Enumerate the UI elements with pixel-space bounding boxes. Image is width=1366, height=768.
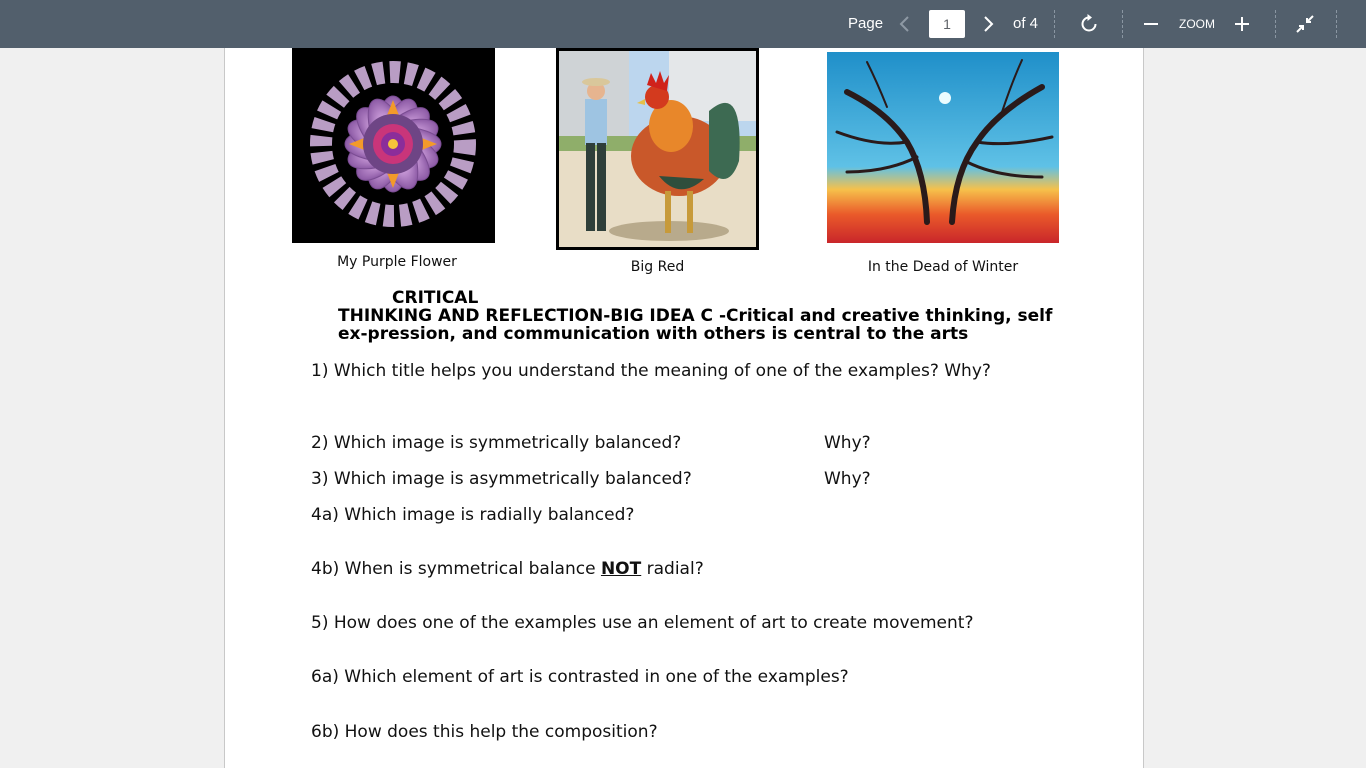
next-page-button[interactable] (973, 9, 1003, 39)
question-6b: 6b) How does this help the composition? (311, 722, 658, 742)
question-4b (311, 559, 704, 579)
question-2: 2) Which image is symmetrically balanced? (311, 433, 682, 453)
toolbar-divider (1336, 10, 1337, 38)
question-6a: 6a) Which element of art is contrasted in one of the examples? (311, 667, 849, 687)
image-caption: In the Dead of Winter (867, 259, 1019, 275)
exit-fullscreen-icon (1295, 14, 1315, 34)
zoom-in-button[interactable] (1227, 9, 1257, 39)
zoom-out-button[interactable] (1136, 9, 1166, 39)
question-1: 1) Which title helps you understand the meaning of one of the examples? Why? (311, 361, 991, 381)
question-4a: 4a) Which image is radially balanced? (311, 505, 635, 525)
page-count: of 4 (1013, 15, 1039, 32)
previous-page-button[interactable] (890, 9, 920, 39)
chevron-right-icon (980, 15, 996, 33)
question-5: 5) How does one of the examples use an element of art to create movement? (311, 613, 974, 633)
question-2-why: Why? (824, 433, 871, 453)
image-caption: My Purple Flower (337, 254, 457, 270)
page-number-input[interactable] (929, 10, 965, 38)
heading-line-2: THINKING AND REFLECTION-BIG IDEA C -Critical and creative thinking, self ex-pression, and communication with others is central to the arts (338, 306, 1053, 344)
question-3-why: Why? (824, 469, 871, 489)
question-3: 3) Which image is asymmetrically balanced? (311, 469, 692, 489)
toolbar-divider (1122, 10, 1123, 38)
zoom-out-icon (1143, 16, 1159, 32)
big-idea-heading (338, 289, 1078, 343)
question-4b-start: 4b) When is symmetrical balance (311, 559, 601, 579)
purple-flower-image (292, 48, 495, 243)
big-red-image (556, 48, 759, 250)
zoom-label: ZOOM (1179, 17, 1215, 31)
image-caption: Big Red (630, 259, 685, 275)
toolbar-divider (1275, 10, 1276, 38)
heading-line-1: CRITICAL (392, 288, 479, 308)
exit-fullscreen-button[interactable] (1290, 9, 1320, 39)
question-4b-end: radial? (641, 559, 704, 579)
rotate-button[interactable] (1074, 9, 1104, 39)
rotate-icon (1078, 13, 1100, 35)
dead-of-winter-image (827, 52, 1059, 243)
page-label: Page (848, 15, 884, 32)
question-4b-not: NOT (600, 559, 642, 579)
pdf-toolbar (0, 0, 1366, 48)
document-page (224, 48, 1144, 768)
zoom-in-icon (1234, 16, 1250, 32)
chevron-left-icon (897, 15, 913, 33)
toolbar-divider (1054, 10, 1055, 38)
